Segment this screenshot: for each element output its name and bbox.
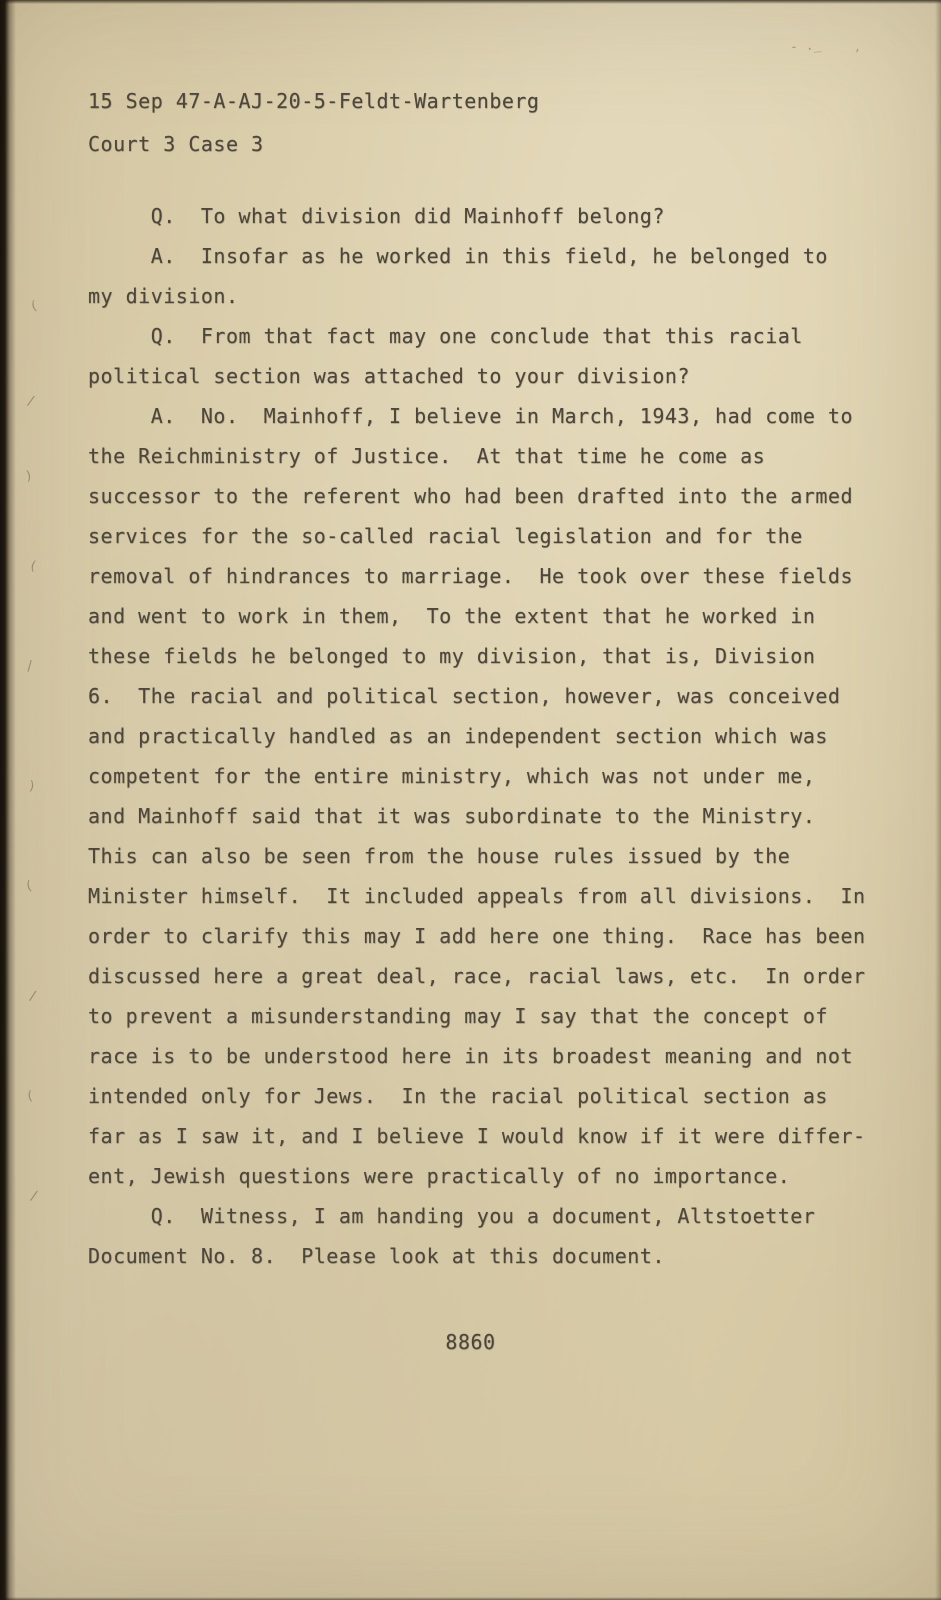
- scan-mark: (: [23, 878, 35, 895]
- transcript-line: race is to be understood here in its broadest meaning and not: [88, 1044, 854, 1068]
- scan-edge-top: [0, 0, 941, 4]
- transcript-line: my division.: [88, 284, 239, 308]
- transcript-line: political section was attached to your division?: [88, 364, 690, 388]
- scan-mark: ): [27, 778, 37, 795]
- transcript-line: competent for the entire ministry, which was not under me,: [88, 764, 816, 788]
- scan-edge-left: [0, 0, 16, 1600]
- transcript-line: Q. From that fact may one conclude that this racial: [88, 324, 803, 348]
- transcript-line: order to clarify this may I add here one thing. Race has been: [88, 924, 866, 948]
- transcript-line: removal of hindrances to marriage. He took over these fields: [88, 564, 854, 588]
- transcript-line: intended only for Jews. In the racial political section as: [88, 1084, 828, 1108]
- document-header: [88, 80, 539, 166]
- transcript-line: Q. Witness, I am handing you a document, Altstoetter: [88, 1204, 816, 1228]
- transcript-body: [88, 196, 901, 1276]
- scan-edge-right: [935, 0, 941, 1600]
- transcript-qa-block: [88, 196, 901, 1196]
- transcript-line: 6. The racial and political section, however, was conceived: [88, 684, 841, 708]
- page-number-row: [0, 1330, 941, 1354]
- transcript-line: discussed here a great deal, race, racial laws, etc. In order: [88, 964, 866, 988]
- transcript-line: A. Insofar as he worked in this field, he belonged to: [88, 244, 828, 268]
- transcript-line: to prevent a misunderstanding may I say that the concept of: [88, 1004, 828, 1028]
- transcript-line: This can also be seen from the house rules issued by the: [88, 844, 791, 868]
- transcript-line: Q. To what division did Mainhoff belong?: [88, 204, 665, 228]
- scan-mark: /: [28, 1188, 40, 1205]
- transcript-line: services for the so-called racial legislation and for the: [88, 524, 803, 548]
- scan-mark: /: [24, 658, 36, 675]
- transcript-line: and Mainhoff said that it was subordinate to the Ministry.: [88, 804, 816, 828]
- transcript-line: the Reichministry of Justice. At that time he come as: [88, 444, 766, 468]
- scan-mark: (: [27, 558, 39, 575]
- scan-mark: ): [23, 468, 34, 485]
- scan-mark: ': [849, 46, 863, 63]
- scan-mark: - ._: [789, 37, 822, 56]
- transcript-line: Document No. 8. Please look at this document.: [88, 1244, 665, 1268]
- scan-mark: /: [27, 988, 38, 1005]
- scan-mark: /: [25, 393, 37, 410]
- header-reference-line: 15 Sep 47-A-AJ-20-5-Feldt-Wartenberg: [88, 89, 540, 113]
- transcript-closing-block: [88, 1196, 901, 1276]
- transcript-line: and went to work in them, To the extent that he worked in: [88, 604, 816, 628]
- page-number: 8860: [445, 1330, 496, 1354]
- transcript-line: Minister himself. It included appeals from all divisions. In: [88, 884, 866, 908]
- transcript-line: successor to the referent who had been drafted into the armed: [88, 484, 854, 508]
- transcript-line: A. No. Mainhoff, I believe in March, 1943, had come to: [88, 404, 854, 428]
- header-court-case-line: Court 3 Case 3: [88, 132, 264, 156]
- transcript-line: these fields he belonged to my division, that is, Division: [88, 644, 816, 668]
- transcript-line: far as I saw it, and I believe I would know if it were differ-: [88, 1124, 866, 1148]
- transcript-line: and practically handled as an independent section which was: [88, 724, 828, 748]
- transcript-line: ent, Jewish questions were practically of no importance.: [88, 1164, 791, 1188]
- scan-mark: (: [28, 298, 40, 315]
- scan-mark: (: [25, 1088, 35, 1105]
